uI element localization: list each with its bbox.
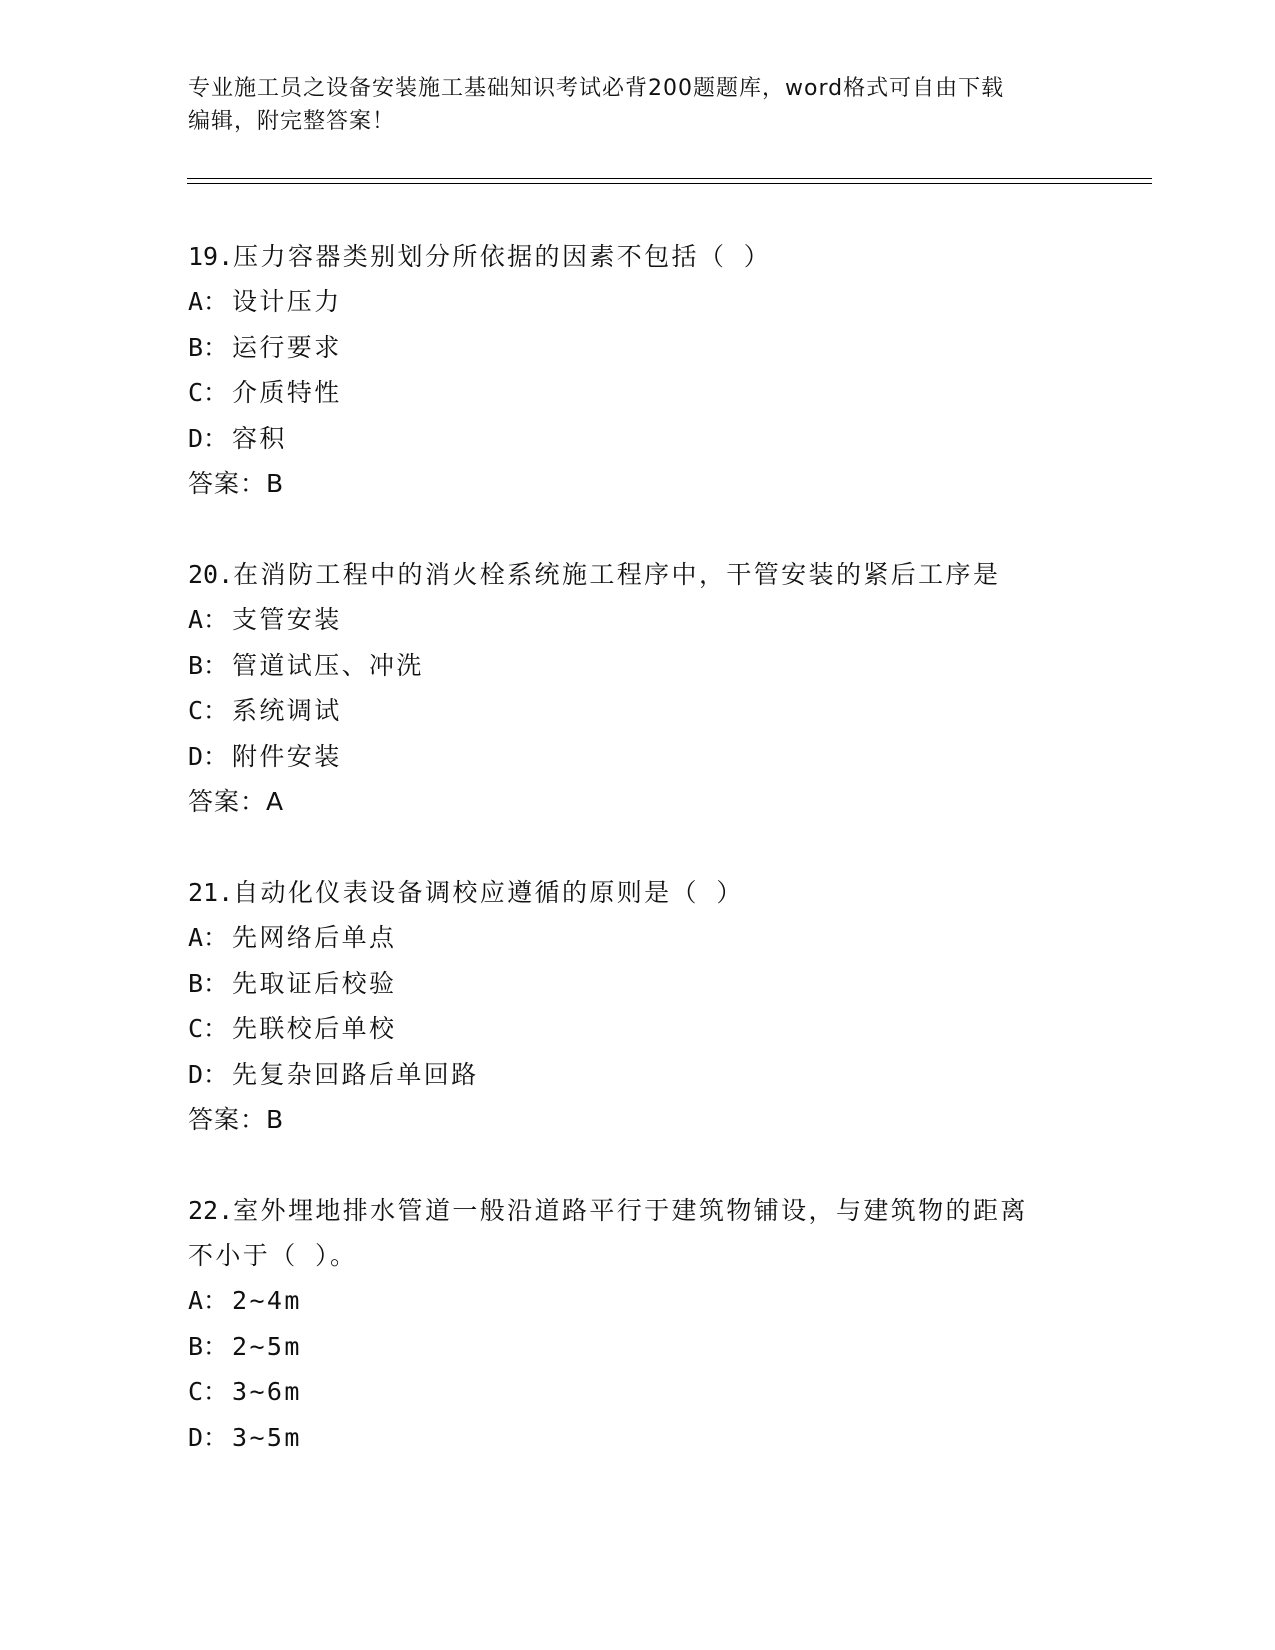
answer-option	[188, 416, 1088, 462]
answer-option	[188, 279, 1088, 325]
question-stem-text: 自动化仪表设备调校应遵循的原则是（ ）	[233, 878, 744, 907]
answer-option	[188, 688, 1088, 734]
question-stem-text: 在消防工程中的消火栓系统施工程序中，干管安装的紧后工序是	[233, 560, 1001, 589]
question-block	[188, 234, 1088, 506]
option-text: 先网络后单点	[232, 923, 397, 952]
question-block	[188, 1188, 1088, 1460]
header-rule-top	[187, 178, 1152, 179]
header-line-2: 编辑，附完整答案！	[188, 109, 396, 134]
option-key: A：	[188, 1286, 229, 1315]
option-key: D：	[188, 1059, 229, 1089]
option-text: 先联校后单校	[232, 1014, 397, 1043]
document-header	[188, 72, 1068, 138]
question-stem-line	[188, 234, 1088, 279]
option-key: C：	[188, 378, 229, 407]
question-stem-line	[188, 552, 1088, 597]
question-stem-line	[188, 1233, 1088, 1278]
answer-key: 答案：A	[188, 787, 285, 816]
option-text: 先复杂回路后单回路	[232, 1059, 479, 1089]
answer-option	[188, 915, 1088, 961]
question-stem-line	[188, 870, 1088, 915]
answer-option	[188, 1278, 1088, 1324]
option-key: D：	[188, 741, 229, 771]
answer-option	[188, 961, 1088, 1007]
option-text: 2~5m	[232, 1331, 302, 1361]
question-list	[188, 234, 1088, 1506]
option-key: B：	[188, 650, 229, 680]
option-key: C：	[188, 1377, 229, 1406]
question-stem-text: 压力容器类别划分所依据的因素不包括（ ）	[233, 242, 772, 271]
answer-option	[188, 597, 1088, 643]
question-stem-line	[188, 1188, 1088, 1233]
option-key: B：	[188, 968, 229, 998]
option-key: B：	[188, 1331, 229, 1361]
question-number: 21.	[188, 878, 234, 907]
option-text: 设计压力	[232, 287, 342, 316]
answer-option	[188, 1415, 1088, 1461]
answer-option	[188, 1324, 1088, 1370]
option-text: 介质特性	[232, 378, 342, 407]
answer-key: 答案：B	[188, 469, 285, 498]
answer-option	[188, 370, 1088, 416]
answer-option	[188, 325, 1088, 371]
option-text: 系统调试	[232, 696, 342, 725]
question-number: 19.	[188, 242, 234, 271]
option-text: 支管安装	[232, 605, 342, 634]
option-key: A：	[188, 923, 229, 952]
question-stem-text: 不小于（ ）。	[188, 1241, 358, 1270]
option-key: B：	[188, 332, 229, 362]
header-line-1: 专业施工员之设备安装施工基础知识考试必背200题题库，word格式可自由下载	[188, 76, 1005, 101]
option-key: A：	[188, 287, 229, 316]
option-key: D：	[188, 1422, 229, 1452]
question-block	[188, 552, 1088, 824]
option-text: 附件安装	[232, 741, 342, 771]
answer-option	[188, 734, 1088, 780]
option-key: C：	[188, 696, 229, 725]
option-key: D：	[188, 423, 229, 453]
answer-option	[188, 1369, 1088, 1415]
option-text: 管道试压、冲洗	[232, 650, 424, 680]
answer-option	[188, 1006, 1088, 1052]
option-text: 容积	[232, 423, 287, 453]
header-rule-bottom	[187, 183, 1152, 184]
question-block	[188, 870, 1088, 1142]
option-text: 3~6m	[232, 1377, 302, 1406]
question-stem-text: 室外埋地排水管道一般沿道路平行于建筑物铺设，与建筑物的距离	[233, 1196, 1028, 1225]
question-number: 20.	[188, 560, 234, 589]
option-text: 2~4m	[232, 1286, 302, 1315]
answer-option	[188, 1052, 1088, 1098]
answer-key: 答案：B	[188, 1105, 285, 1134]
option-text: 运行要求	[232, 332, 342, 362]
option-key: A：	[188, 605, 229, 634]
answer-option	[188, 643, 1088, 689]
option-text: 先取证后校验	[232, 968, 397, 998]
question-number: 22.	[188, 1196, 234, 1225]
option-key: C：	[188, 1014, 229, 1043]
option-text: 3~5m	[232, 1422, 302, 1452]
